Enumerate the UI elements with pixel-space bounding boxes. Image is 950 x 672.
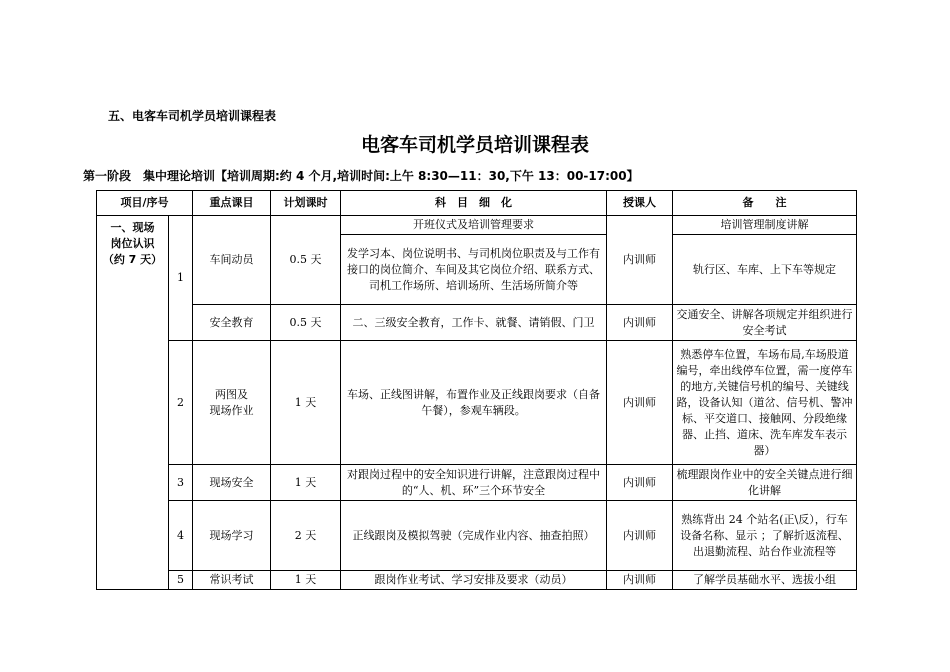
teacher: 内训师 <box>607 465 673 501</box>
course-detail: 对跟岗过程中的安全知识进行讲解，注意跟岗过程中的“人、机、环”三个环节安全 <box>341 465 607 501</box>
remark: 熟练背出 24 个站名(正\反），行车设备名称、显示 ；了解折返流程、出退勤流程、站台作业流程等 <box>673 501 857 571</box>
remark: 熟悉停车位置，车场布局,车场股道编号，牵出线停车位置，需一度停车的地方,关键信号机的编号、关键线路，设备认知（道岔、信号机、警冲标、平交道口、接触网、分段绝缘器、止挡、道床、洗车库发车表示器） <box>673 341 857 465</box>
course-detail: 车场、正线图讲解，布置作业及正线跟岗要求（自备午餐），参观车辆段。 <box>341 341 607 465</box>
document-title: 电客车司机学员培训课程表 <box>360 134 589 156</box>
remark: 交通安全、讲解各项规定并组织进行安全考试 <box>673 305 857 341</box>
teacher: 内训师 <box>607 216 673 305</box>
course-detail: 开班仪式及培训管理要求 <box>341 216 607 235</box>
phase-line: （约 7 天） <box>102 253 163 266</box>
teacher: 内训师 <box>607 341 673 465</box>
row-number: 3 <box>169 465 193 501</box>
course-detail: 跟岗作业考试、学习安排及要求（动员） <box>341 571 607 590</box>
table-row <box>97 216 857 235</box>
phase-line: 岗位认识 <box>110 237 155 250</box>
course-name: 车间动员 <box>193 216 271 305</box>
remark: 轨行区、车库、上下车等规定 <box>673 235 857 305</box>
planned-hours: 0.5 天 <box>271 216 341 305</box>
planned-hours: 2 天 <box>271 501 341 571</box>
course-detail: 二、三级安全教育，工作卡、就餐、请销假、门卫 <box>341 305 607 341</box>
teacher: 内训师 <box>607 305 673 341</box>
teacher: 内训师 <box>607 571 673 590</box>
course-name: 现场学习 <box>193 501 271 571</box>
phase-line: 一、现场 <box>110 221 155 234</box>
remark: 培训管理制度讲解 <box>673 216 857 235</box>
course-name <box>193 341 271 465</box>
row-number: 4 <box>169 501 193 571</box>
teacher: 内训师 <box>607 501 673 571</box>
planned-hours: 1 天 <box>271 341 341 465</box>
table-row <box>97 571 857 590</box>
table-row <box>97 465 857 501</box>
course-name-line: 现场作业 <box>209 403 254 417</box>
header-detail: 科 目 细 化 <box>341 191 607 216</box>
row-number: 5 <box>169 571 193 590</box>
course-name: 常识考试 <box>193 571 271 590</box>
section-heading: 五、电客车司机学员培训课程表 <box>108 109 277 123</box>
header-teacher: 授课人 <box>607 191 673 216</box>
course-name: 安全教育 <box>193 305 271 341</box>
table-header-row <box>97 191 857 216</box>
table-row <box>97 305 857 341</box>
planned-hours: 0.5 天 <box>271 305 341 341</box>
remark: 梳理跟岗作业中的安全关键点进行细化讲解 <box>673 465 857 501</box>
row-number: 2 <box>169 341 193 465</box>
row-number: 1 <box>169 216 193 341</box>
remark: 了解学员基础水平、选拔小组 <box>673 571 857 590</box>
stage-description: 第一阶段 集中理论培训【培训周期:约 4 个月,培训时间:上午 8:30—11：30,下午 13：00-17:00】 <box>83 169 639 183</box>
course-detail: 正线跟岗及模拟驾驶（完成作业内容、抽查拍照） <box>341 501 607 571</box>
header-hours: 计划课时 <box>271 191 341 216</box>
header-remark: 备 注 <box>673 191 857 216</box>
table-row <box>97 501 857 571</box>
header-item: 项目/序号 <box>97 191 193 216</box>
phase-cell <box>97 216 169 590</box>
course-name-line: 两图及 <box>215 387 248 401</box>
planned-hours: 1 天 <box>271 465 341 501</box>
course-table <box>96 190 857 590</box>
planned-hours: 1 天 <box>271 571 341 590</box>
header-course: 重点课目 <box>193 191 271 216</box>
table-row <box>97 341 857 465</box>
course-name: 现场安全 <box>193 465 271 501</box>
course-detail: 发学习本、岗位说明书、与司机岗位职责及与工作有接口的岗位简介、车间及其它岗位介绍、联系方式、司机工作场所、培训场所、生活场所简介等 <box>341 235 607 305</box>
